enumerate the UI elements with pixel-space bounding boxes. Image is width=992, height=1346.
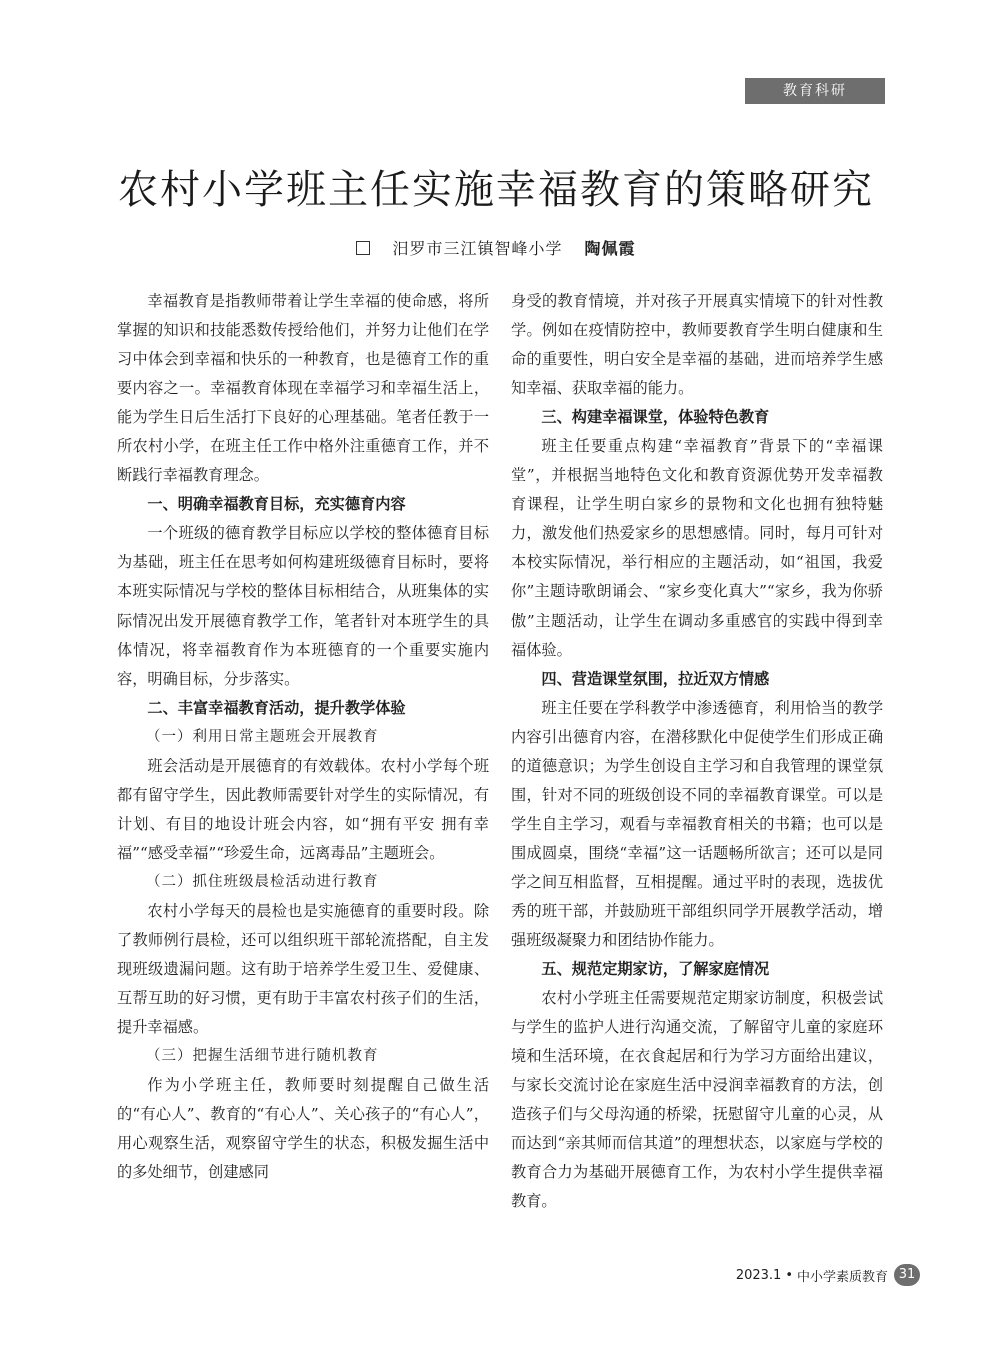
- paragraph: 班主任要重点构建“幸福教育”背景下的“幸福课堂”，并根据当地特色文化和教育资源优势开发幸福教育课程，让学生明白家乡的景物和文化也拥有独特魅力，激发他们热爱家乡的思想感情。同时，每月可针对本校实际情况，举行相应的主题活动，如“祖国，我爱你”主题诗歌朗诵会、“家乡变化真大”“家乡，我为你骄傲”主题活动，让学生在调动多重感官的实践中得到幸福体验。: [511, 437, 883, 659]
- subsection-heading: （一）利用日常主题班会开展教育: [146, 728, 379, 745]
- section-tag: 教育科研: [745, 78, 885, 104]
- paragraph: 作为小学班主任，教师要时刻提醒自己做生活的“有心人”、教育的“有心人”、关心孩子的“有心人”，用心观察生活，观察留守学生的状态，积极发掘生活中的多处细节，创建感同: [117, 1076, 489, 1182]
- issue-number: 2023.1: [735, 1267, 782, 1283]
- section-heading: 三、构建幸福课堂，体验特色教育: [541, 408, 770, 427]
- square-icon: [356, 241, 370, 255]
- section-heading: 四、营造课堂氛围，拉近双方情感: [541, 669, 770, 688]
- byline: [0, 236, 992, 259]
- section-heading: 五、规范定期家访，了解家庭情况: [541, 960, 770, 979]
- paragraph: 农村小学每天的晨检也是实施德育的重要时段。除了教师例行晨检，还可以组织班干部轮流搭配，自主发现班级遗漏问题。这有助于培养学生爱卫生、爱健康、互帮互助的好习惯，更有助于丰富农村孩子们的生活，提升幸福感。: [117, 901, 489, 1037]
- section-heading: 二、丰富幸福教育活动，提升教学体验: [147, 698, 406, 717]
- journal-name: 中小学素质教育: [796, 1269, 888, 1285]
- subsection-heading: （三）把握生活细节进行随机教育: [146, 1048, 379, 1065]
- paragraph: 农村小学班主任需要规范定期家访制度，积极尝试与学生的监护人进行沟通交流，了解留守儿童的家庭环境和生活环境，在衣食起居和行为学习方面给出建议，与家长交流讨论在家庭生活中浸润幸福教育的方法，创造孩子们与父母沟通的桥梁，抚慰留守儿童的心灵，从而达到“亲其师而信其道”的理想状态，以家庭与学校的教育合力为基础开展德育工作，为农村小学生提供幸福教育。: [511, 989, 883, 1211]
- footer-separator: •: [785, 1267, 793, 1283]
- subsection-heading: （二）抓住班级晨检活动进行教育: [146, 873, 379, 890]
- page-footer: [700, 1264, 920, 1286]
- page-number: 31: [894, 1264, 920, 1286]
- paragraph: 班会活动是开展德育的有效载体。农村小学每个班都有留守学生，因此教师需要针对学生的实际情况，有计划、有目的地设计班会内容，如“拥有平安 拥有幸福”“感受幸福”“珍爱生命，远离毒品”主题班会。: [117, 756, 489, 862]
- left-column: [117, 287, 489, 1187]
- article-title: 农村小学班主任实施幸福教育的策略研究: [118, 167, 874, 213]
- paragraph: 幸福教育是指教师带着让学生幸福的使命感，将所掌握的知识和技能悉数传授给他们，并努力让他们在学习中体会到幸福和快乐的一种教育，也是德育工作的重要内容之一。幸福教育体现在幸福学习和幸福生活上，能为学生日后生活打下良好的心理基础。笔者任教于一所农村小学，在班主任工作中格外注重德育工作，并不断践行幸福教育理念。: [117, 292, 489, 485]
- paragraph: 一个班级的德育教学目标应以学校的整体德育目标为基础，班主任在思考如何构建班级德育目标时，要将本班实际情况与学校的整体目标相结合，从班集体的实际情况出发开展德育教学工作，笔者针对本班学生的具体情况，将幸福教育作为本班德育的一个重要实施内容，明确目标，分步落实。: [117, 524, 489, 688]
- right-column: [511, 287, 883, 1217]
- paragraph: 班主任要在学科教学中渗透德育，利用恰当的教学内容引出德育内容，在潜移默化中促使学生们形成正确的道德意识；为学生创设自主学习和自我管理的课堂氛围，针对不同的班级创设不同的幸福教育课堂。可以是学生自主学习，观看与幸福教育相关的书籍；也可以是围成圆桌，围绕“幸福”这一话题畅所欲言；还可以是同学之间互相监督，互相提醒。通过平时的表现，选拔优秀的班干部，并鼓励班干部组织同学开展教学活动，增强班级凝聚力和团结协作能力。: [511, 698, 883, 950]
- section-heading: 一、明确幸福教育目标，充实德育内容: [147, 495, 406, 514]
- author-name: 陶佩霞: [584, 239, 636, 258]
- paragraph: 身受的教育情境，并对孩子开展真实情境下的针对性教学。例如在疫情防控中，教师要教育学生明白健康和生命的重要性，明白安全是幸福的基础，进而培养学生感知幸福、获取幸福的能力。: [511, 292, 883, 398]
- author-affiliation: 汨罗市三江镇智峰小学: [392, 239, 563, 258]
